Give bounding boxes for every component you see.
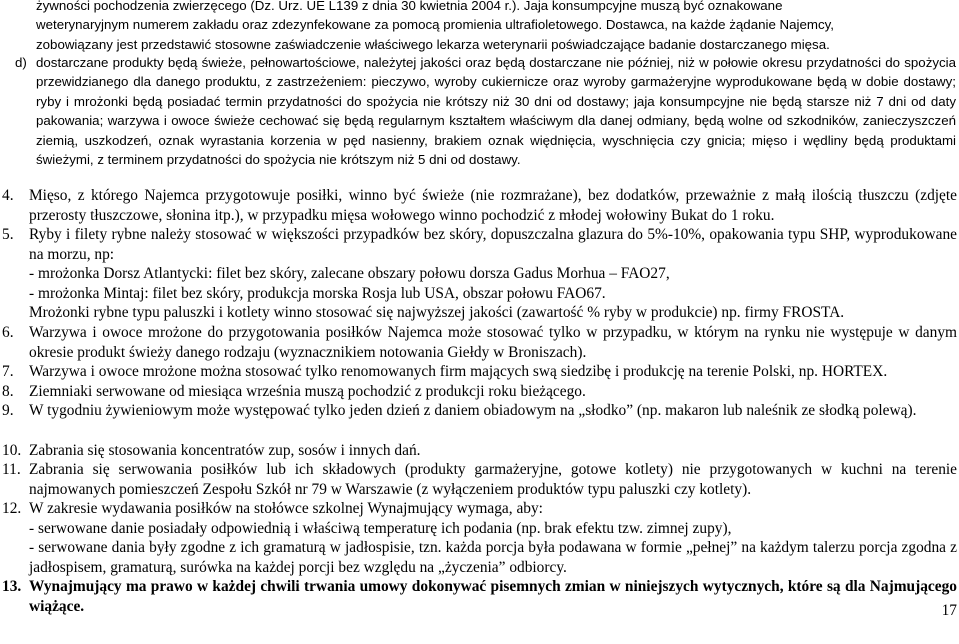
item-subline: Mrożonki rybne typu paluszki i kotlety winno stosować się najwyższej jakości (zawartość % ryby w produkcie) np. firmy FROSTA. [29, 304, 845, 322]
item-number: 9. [2, 402, 14, 419]
list-item-d [15, 53, 956, 169]
item-text: Mięso, z którego Najemca przygotowuje posiłki, winno być świeże (nie rozmrażane), bez dodatków, przeważnie z małą ilością tłuszczu (zdjęte przerosty tłuszczowe, słonina itp.), w przypadku mięsa wołowego winno pochodzić z młodej wołowiny Bukat do 1 roku. [29, 187, 957, 224]
item-text: dostarczane produkty będą świeże, pełnowartościowe, należytej jakości oraz będą dostarczane nie później, niż w połowie okresu przydatności do spożycia przewidzianego dla danego produktu, z zastrzeżeniem: pieczywo, wyroby cukiernicze oraz wyroby garmażeryjne wyprodukowane będą w dobie dostawy; ryby i mrożonki będą posiadać termin przydatności do spożycia nie krótszy niż 30 dni od dostawy; jaja konsumpcyjne nie będą starsze niż 7 dni od daty pakowania; warzywa i owoce świeże cechować się będą regularnym kształtem właściwym dla danej odmiany, będą wolne od szkodników, zanieczyszczeń ziemią, uszkodzeń, oznak wyrastania korzenia w pęd nasienny, brakiem oznak więdnięcia, wyschnięcia czy gnicia; mięso i wędliny będą produktami świeżymi, z terminem przydatności do spożycia nie krótszym niż 5 dni od dostawy. [36, 55, 956, 168]
item-text: Zabrania się stosowania koncentratów zup, sosów i innych dań. [29, 442, 421, 459]
item-text: Wynajmujący ma prawo w każdej chwili trwania umowy dokonywać pisemnych zmian w niniejszych wytycznych, które są dla Najmującego wiążące. [29, 578, 957, 615]
intro-line: żywności pochodzenia zwierzęcego (Dz. Urz. UE L139 z dnia 30 kwietnia 2004 r.). Jaja konsumpcyjne muszą być oznakowane [36, 0, 783, 13]
item-number: 11. [2, 461, 21, 478]
item-number: 8. [2, 383, 14, 400]
item-subline: - mrożonka Dorsz Atlantycki: filet bez skóry, zalecane obszary połowu dorsza Gadus Morhua – FAO27, [29, 265, 670, 283]
item-marker: d) [15, 55, 27, 70]
item-number: 5. [2, 226, 14, 243]
item-text: W tygodniu żywieniowym może występować tylko jeden dzień z daniem obiadowym na „słodko” (np. makaron lub naleśnik ze słodką polewą). [29, 402, 917, 419]
item-number: 7. [2, 363, 14, 380]
list-item-6 [2, 323, 957, 362]
list-item-9 [2, 401, 957, 421]
item-subline: - serwowane danie posiadały odpowiednią i właściwą temperaturę ich podania (np. brak efektu tzw. zimnej zupy), [29, 519, 732, 537]
item-number: 12. [2, 500, 22, 517]
item-number: 13. [2, 578, 22, 595]
list-item-7 [2, 362, 957, 382]
item-text: Ziemniaki serwowane od miesiąca września muszą pochodzić z produkcji roku bieżącego. [29, 383, 586, 400]
list-item-13 [2, 577, 957, 616]
item-text: Zabrania się serwowania posiłków lub ich składowych (produkty garmażeryjne, gotowe kotlety) nie przygotowanych w kuchni na terenie najmowanych pomieszczeń Zespołu Szkół nr 79 w Warszawie (z wyłączeniem produktów typu paluszki czy kotlety). [29, 461, 957, 498]
item-text: Warzywa i owoce mrożone do przygotowania posiłków Najemca może stosować tylko w przypadku, w którym na rynku nie występuje w danym okresie produkt świeży danego rodzaju (wyznacznikiem notowania Giełdy w Broniszach). [29, 324, 957, 361]
intro-paragraph [36, 0, 958, 54]
item-text: Warzywa i owoce mrożone można stosować tylko renomowanych firm mających swą siedzibę i produkcję na terenie Polski, np. HORTEX. [29, 363, 888, 380]
item-subline: - mrożonka Mintaj: filet bez skóry, produkcja morska Rosja lub USA, obszar połowu FAO67. [29, 284, 606, 302]
list-item-4 [2, 186, 957, 225]
list-item-12 [2, 499, 957, 577]
list-item-5 [2, 225, 957, 323]
item-number: 10. [2, 442, 22, 459]
list-item-10 [2, 441, 957, 461]
page-number: 17 [941, 602, 957, 619]
list-item-11 [2, 460, 957, 499]
intro-line: zobowiązany jest przedstawić stosowne zaświadczenie właściwego lekarza weterynarii poświadczające badanie dostarczanego mięsa. [36, 36, 830, 52]
intro-line: weterynaryjnym numerem zakładu oraz zdezynfekowane za pomocą promienia ultrafioletowego. Dostawca, na każde żądanie Najemcy, [36, 17, 834, 33]
item-subline: - serwowane dania były zgodne z ich gramaturą w jadłospisie, tzn. każda porcja była podawana w formie „pełnej” na każdym talerzu porcja zgodna z jadłospisem, gramaturą, surówka na każdej porcji bez względu na „życzenia” odbiorcy. [29, 539, 957, 576]
item-number: 6. [2, 324, 14, 341]
item-text: Ryby i filety rybne należy stosować w większości przypadków bez skóry, dopuszczalna glazura do 5%-10%, opakowania typu SHP, wyprodukowane na morzu, np: [29, 226, 957, 263]
item-text: W zakresie wydawania posiłków na stołówce szkolnej Wynajmujący wymaga, aby: [29, 500, 543, 517]
item-number: 4. [2, 187, 14, 204]
list-item-8 [2, 382, 957, 402]
